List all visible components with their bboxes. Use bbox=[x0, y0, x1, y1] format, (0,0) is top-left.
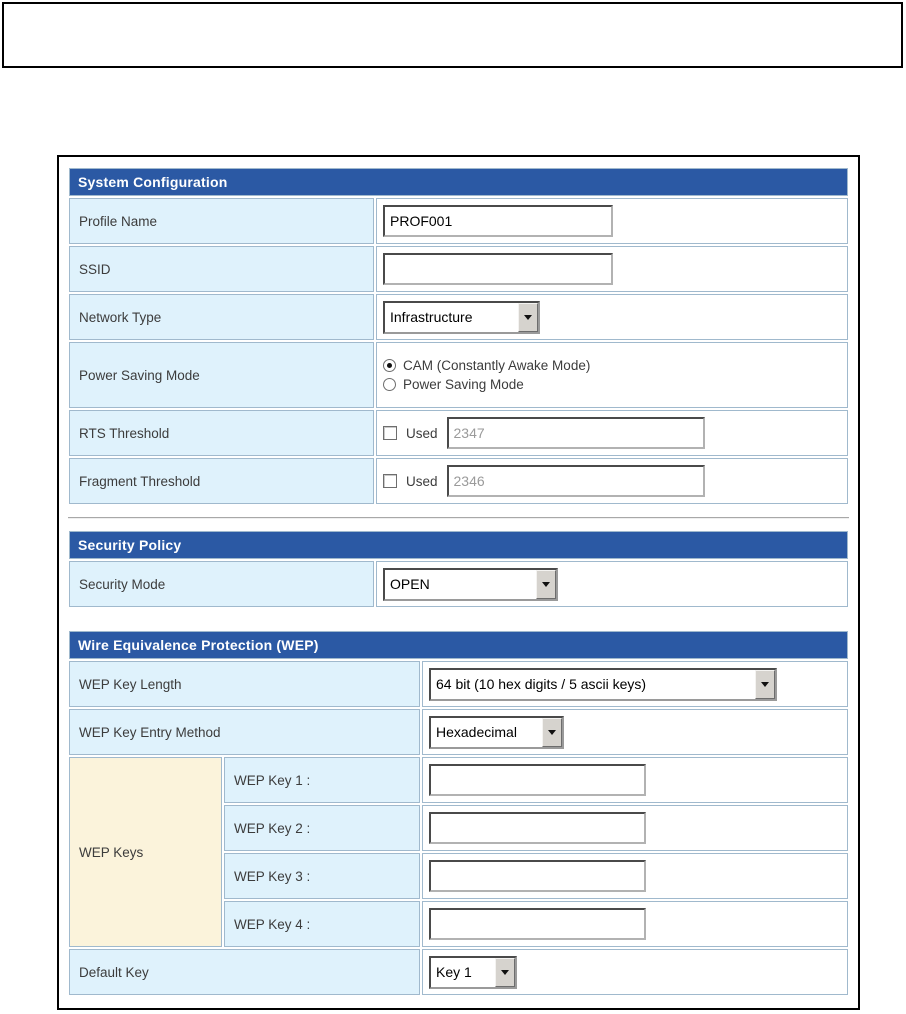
wep-key-length-label: WEP Key Length bbox=[69, 661, 420, 707]
table-row bbox=[69, 661, 848, 707]
wep-keys-group-label: WEP Keys bbox=[69, 757, 222, 947]
table-row bbox=[69, 531, 848, 559]
chevron-down-icon[interactable] bbox=[536, 570, 556, 599]
section-header-system-configuration: System Configuration bbox=[69, 168, 848, 196]
section-divider bbox=[68, 517, 849, 519]
rts-used-label: Used bbox=[406, 425, 438, 441]
wep-key-length-select[interactable] bbox=[429, 668, 777, 701]
rts-threshold-input[interactable] bbox=[447, 417, 705, 449]
default-key-value: Key 1 bbox=[436, 964, 472, 980]
network-type-value: Infrastructure bbox=[390, 309, 473, 325]
table-row bbox=[69, 168, 848, 196]
power-saving-mode-label: Power Saving Mode bbox=[69, 342, 374, 408]
wep-key-entry-method-label: WEP Key Entry Method bbox=[69, 709, 420, 755]
table-row bbox=[69, 631, 848, 659]
chevron-down-icon[interactable] bbox=[518, 303, 538, 332]
wep-key-entry-method-value: Hexadecimal bbox=[436, 724, 517, 740]
table-row bbox=[69, 246, 848, 292]
wep-key-1-label: WEP Key 1 : bbox=[224, 757, 420, 803]
security-mode-label: Security Mode bbox=[69, 561, 374, 607]
power-saving-option-psm-label: Power Saving Mode bbox=[403, 377, 524, 392]
table-row bbox=[69, 410, 848, 456]
section-header-security-policy: Security Policy bbox=[69, 531, 848, 559]
fragment-used-label: Used bbox=[406, 473, 438, 489]
wep-key-2-label: WEP Key 2 : bbox=[224, 805, 420, 851]
power-saving-option-cam[interactable] bbox=[383, 358, 841, 373]
section-header-wep: Wire Equivalence Protection (WEP) bbox=[69, 631, 848, 659]
system-configuration-table bbox=[67, 166, 850, 506]
fragment-threshold-label: Fragment Threshold bbox=[69, 458, 374, 504]
radio-selected-icon[interactable] bbox=[383, 359, 396, 372]
wep-key-3-label: WEP Key 3 : bbox=[224, 853, 420, 899]
security-mode-value: OPEN bbox=[390, 576, 430, 592]
power-saving-option-psm[interactable] bbox=[383, 377, 841, 392]
section-spacer bbox=[67, 609, 850, 629]
radio-unselected-icon[interactable] bbox=[383, 378, 396, 391]
profile-name-label: Profile Name bbox=[69, 198, 374, 244]
wep-key-length-value: 64 bit (10 hex digits / 5 ascii keys) bbox=[436, 676, 647, 692]
table-row bbox=[69, 458, 848, 504]
security-policy-table bbox=[67, 529, 850, 609]
table-row bbox=[69, 342, 848, 408]
wep-key-3-input[interactable] bbox=[429, 860, 646, 892]
table-row bbox=[69, 757, 848, 803]
top-empty-box bbox=[2, 2, 903, 68]
fragment-used-checkbox[interactable] bbox=[383, 474, 397, 488]
security-mode-select[interactable] bbox=[383, 568, 558, 601]
chevron-down-icon[interactable] bbox=[542, 718, 562, 747]
wep-table bbox=[67, 629, 850, 997]
wep-key-2-input[interactable] bbox=[429, 812, 646, 844]
rts-used-checkbox[interactable] bbox=[383, 426, 397, 440]
default-key-label: Default Key bbox=[69, 949, 420, 995]
network-type-label: Network Type bbox=[69, 294, 374, 340]
default-key-select[interactable] bbox=[429, 956, 517, 989]
wep-key-1-input[interactable] bbox=[429, 764, 646, 796]
profile-name-input[interactable] bbox=[383, 205, 613, 237]
table-row bbox=[69, 294, 848, 340]
wep-key-4-input[interactable] bbox=[429, 908, 646, 940]
chevron-down-icon[interactable] bbox=[755, 670, 775, 699]
table-row bbox=[69, 561, 848, 607]
chevron-down-icon[interactable] bbox=[495, 958, 515, 987]
wep-key-4-label: WEP Key 4 : bbox=[224, 901, 420, 947]
ssid-input[interactable] bbox=[383, 253, 613, 285]
wep-key-entry-method-select[interactable] bbox=[429, 716, 564, 749]
power-saving-option-cam-label: CAM (Constantly Awake Mode) bbox=[403, 358, 591, 373]
ssid-label: SSID bbox=[69, 246, 374, 292]
table-row bbox=[69, 949, 848, 995]
fragment-threshold-input[interactable] bbox=[447, 465, 705, 497]
table-row bbox=[69, 709, 848, 755]
configuration-panel bbox=[57, 155, 860, 1010]
table-row bbox=[69, 198, 848, 244]
network-type-select[interactable] bbox=[383, 301, 540, 334]
rts-threshold-label: RTS Threshold bbox=[69, 410, 374, 456]
